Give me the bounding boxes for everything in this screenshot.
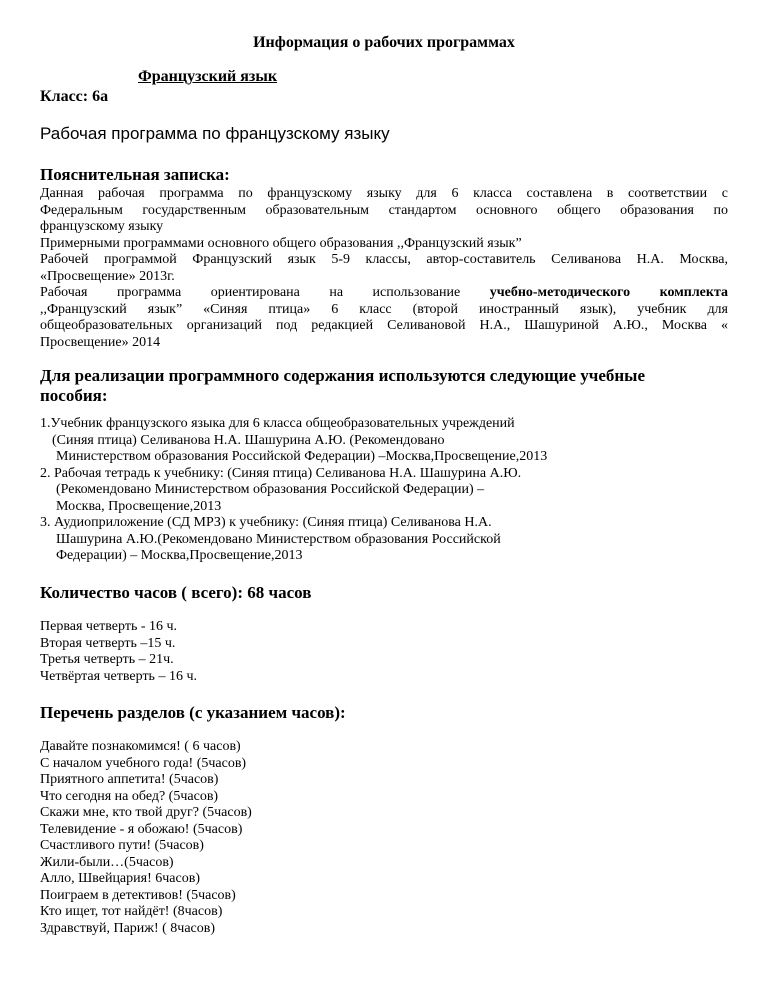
page-title: Информация о рабочих программах bbox=[253, 34, 515, 51]
materials-heading bbox=[40, 366, 645, 406]
list-item: Жили-были…(5часов) bbox=[40, 854, 174, 870]
materials-list bbox=[40, 416, 728, 565]
list-item: 1.Учебник французского языка для 6 класса общеобразовательных учреждений bbox=[40, 416, 515, 431]
list-item: Кто ищет, тот найдёт! (8часов) bbox=[40, 904, 223, 919]
list-item: Телевидение - я обожаю! (5часов) bbox=[40, 821, 243, 837]
list-item: Четвёртая четверть – 16 ч. bbox=[40, 668, 197, 684]
list-item: Первая четверть - 16 ч. bbox=[40, 619, 178, 634]
list-item: Скажи мне, кто твой друг? (5часов) bbox=[40, 805, 252, 820]
list-item: Счастливого пути! (5часов) bbox=[40, 838, 204, 853]
heading-line: Для реализации программного содержания используются следующие учебные bbox=[40, 366, 645, 385]
text-line: общеобразовательных организаций под редакцией Селивановой Н.А., Шашуриной А.Ю., Москва « bbox=[40, 318, 728, 333]
sections-heading: Перечень разделов (с указанием часов): bbox=[40, 703, 346, 722]
list-item: Вторая четверть –15 ч. bbox=[40, 635, 176, 651]
list-item: Федерации) – Москва,Просвещение,2013 bbox=[56, 548, 303, 563]
subject-title: Французский язык bbox=[138, 68, 278, 85]
text-line: Примерными программами основного общего образования ,,Французский язык” bbox=[40, 235, 522, 251]
list-item: Приятного аппетита! (5часов) bbox=[40, 772, 219, 787]
list-item: Поиграем в детективов! (5часов) bbox=[40, 887, 236, 903]
list-item: Алло, Швейцария! 6часов) bbox=[40, 871, 200, 886]
list-item: Давайте познакомимся! ( 6 часов) bbox=[40, 739, 241, 754]
heading-line: пособия: bbox=[40, 386, 108, 405]
bold-fragment: учебно-методического комплекта bbox=[489, 285, 728, 300]
hours-heading: Количество часов ( всего): 68 часов bbox=[40, 583, 312, 602]
text-line bbox=[40, 285, 728, 302]
explanatory-heading: Пояснительная записка: bbox=[40, 165, 230, 184]
text-line: Федеральным государственным образовательным стандартом основного общего образования по bbox=[40, 202, 728, 218]
list-item: Шашурина А.Ю.(Рекомендовано Министерством образования Российской bbox=[56, 531, 501, 547]
class-label: Класс: 6а bbox=[40, 88, 109, 105]
quarters-list bbox=[40, 619, 728, 685]
list-item: Москва, Просвещение,2013 bbox=[56, 498, 222, 514]
list-item: С началом учебного года! (5часов) bbox=[40, 755, 247, 771]
explanatory-text bbox=[40, 186, 728, 351]
text-line: французскому языку bbox=[40, 219, 164, 234]
list-item: (Рекомендовано Министерством образования Российской Федерации) – bbox=[56, 482, 485, 497]
list-item: 3. Аудиоприложение (СД МРЗ) к учебнику: (Синяя птица) Селиванова Н.А. bbox=[40, 515, 492, 530]
program-title: Рабочая программа по французскому языку bbox=[40, 124, 390, 143]
text-line: Данная рабочая программа по французскому языку для 6 класса составлена в соответствии с bbox=[40, 186, 728, 201]
text-line: «Просвещение» 2013г. bbox=[40, 268, 175, 284]
text-line: ,,Французский язык” «Синяя птица» 6 класс (второй иностранный язык), учебник для bbox=[40, 301, 728, 317]
list-item: Министерством образования Российской Федерации) –Москва,Просвещение,2013 bbox=[56, 449, 548, 464]
list-item: (Синяя птица) Селиванова Н.А. Шашурина А.Ю. (Рекомендовано bbox=[52, 432, 445, 448]
text-fragment: Рабочая программа ориентирована на использование bbox=[40, 285, 461, 300]
sections-list bbox=[40, 739, 728, 937]
text-line: Просвещение» 2014 bbox=[40, 334, 161, 350]
list-item: 2. Рабочая тетрадь к учебнику: (Синяя птица) Селиванова Н.А. Шашурина А.Ю. bbox=[40, 465, 522, 481]
list-item: Здравствуй, Париж! ( 8часов) bbox=[40, 920, 216, 936]
list-item: Что сегодня на обед? (5часов) bbox=[40, 788, 219, 804]
list-item: Третья четверть – 21ч. bbox=[40, 652, 174, 667]
text-line: Рабочей программой Французский язык 5-9 классы, автор-составитель Селиванова Н.А. Москва, bbox=[40, 252, 728, 267]
